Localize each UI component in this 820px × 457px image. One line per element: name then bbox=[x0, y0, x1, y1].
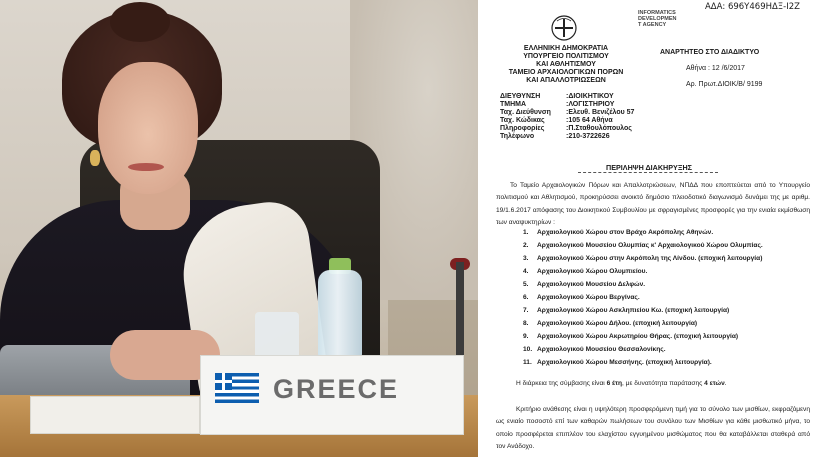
list-item: 7. Αρχαιολογικού Χώρου Ασκληπιείου Κω. (εποχική λειτουργία) bbox=[523, 307, 730, 314]
water-bottle bbox=[318, 270, 362, 360]
field-value: :210-3722626 bbox=[566, 133, 610, 140]
field-label: Πληροφορίες bbox=[500, 125, 545, 132]
list-item: 1. Αρχαιολογικού Χώρου στον Βράχο Ακρόπολης Αθηνών. bbox=[523, 229, 714, 236]
field-value: :105 64 Αθήνα bbox=[566, 117, 613, 124]
ada-code: ΑΔΑ: 696Υ469ΗΔΞ-Ι2Ζ bbox=[704, 2, 800, 12]
field-value: :ΛΟΓΙΣΤΗΡΙΟΥ bbox=[566, 101, 615, 108]
list-item: 11. Αρχαιολογικού Χώρου Μεσσήνης. (εποχική λειτουργία). bbox=[523, 359, 712, 366]
title-underline bbox=[578, 172, 718, 173]
field-value: :Π.Σταθουλόπουλος bbox=[566, 125, 632, 132]
summary-title: ΠΕΡΙΛΗΨΗ ΔΙΑΚΗΡΥΞΗΣ bbox=[606, 163, 692, 172]
list-item: 8. Αρχαιολογικού Χώρου Δήλου. (εποχική λειτουργία) bbox=[523, 320, 698, 327]
header-line: ΚΑΙ ΑΘΛΗΤΙΣΜΟΥ bbox=[536, 61, 596, 68]
field-label: ΤΜΗΜΑ bbox=[500, 101, 527, 108]
duration-sentence: Η διάρκεια της σύμβασης είναι 6 έτη, με δυνατότητα παράτασης 4 ετών. bbox=[516, 380, 727, 387]
field-label: Ταχ. Διεύθυνση bbox=[500, 109, 551, 116]
list-item: 10. Αρχαιολογικού Μουσείου Θεσσαλονίκης. bbox=[523, 346, 666, 353]
document-date: Αθήνα : 12 /6/2017 bbox=[686, 65, 745, 72]
document-panel bbox=[478, 0, 820, 457]
second-nameplate bbox=[30, 396, 200, 434]
nameplate-country: GREECE bbox=[273, 374, 400, 404]
kiosk-list bbox=[523, 229, 763, 372]
header-line: ΥΠΟΥΡΓΕΙΟ ΠΟΛΙΤΙΣΜΟΥ bbox=[523, 53, 609, 60]
earring bbox=[90, 150, 100, 166]
woman-face bbox=[98, 62, 198, 194]
list-item: 6. Αρχαιολογικού Χώρου Βεργίνας. bbox=[523, 294, 640, 301]
header-line: ΤΑΜΕΙΟ ΑΡΧΑΙΟΛΟΓΙΚΩΝ ΠΟΡΩΝ bbox=[508, 69, 624, 76]
informatics-logo: INFORMATICS DEVELOPMEN T AGENCY bbox=[638, 10, 677, 28]
field-label: Ταχ. Κώδικας bbox=[500, 117, 545, 124]
posting-note: ΑΝΑΡΤΗΤΕΟ ΣΤΟ ΔΙΑΔΙΚΤΥΟ bbox=[660, 49, 760, 56]
field-label: ΔΙΕΥΘΥΝΣΗ bbox=[500, 93, 541, 100]
header-line: ΕΛΛΗΝΙΚΗ ΔΗΜΟΚΡΑΤΙΑ bbox=[523, 45, 609, 52]
list-item: 4. Αρχαιολογικού Χώρου Ολυμπιείου. bbox=[523, 268, 648, 275]
field-label: Τηλέφωνο bbox=[500, 133, 535, 140]
list-item: 5. Αρχαιολογικού Μουσείου Δελφών. bbox=[523, 281, 646, 288]
field-value: :Ελευθ. Βενιζέλου 57 bbox=[566, 109, 635, 116]
country-nameplate bbox=[200, 355, 464, 435]
list-item: 9. Αρχαιολογικού Χώρου Ακρωτηρίου Θήρας. (εποχική λειτουργία) bbox=[523, 333, 739, 340]
woman-lips bbox=[128, 163, 164, 171]
criterion-paragraph: Κριτήριο ανάθεσης είναι η υψηλότερη προσφερόμενη τιμή για το σύνολο των μισθίων, εκφραζόμενη ως ενιαίο ποσοστό επί των καθαρών πωλήσεων του συνόλου των Μισθίων για κάθε μισθωτικό μήνα, το οποίο προσφέρεται επιπλέον του ελαχίστου εγγυημένου μισθώματος που θα καταβάλλεται σταθερά από τον Ανάδοχο. bbox=[496, 406, 810, 451]
protocol-number: Αρ. Πρωτ.ΔΙΟΙΚ/Β/ 9199 bbox=[686, 81, 763, 88]
header-line: ΚΑΙ ΑΠΑΛΛΟΤΡΙΩΣΕΩΝ bbox=[526, 77, 606, 84]
list-item: 3. Αρχαιολογικού Χώρου στην Ακρόπολη της Λίνδου. (εποχική λειτουργία) bbox=[523, 255, 763, 262]
field-value: :ΔΙΟΙΚΗΤΙΚΟΥ bbox=[566, 93, 614, 100]
greek-flag-icon bbox=[215, 373, 259, 403]
microphone-stand bbox=[456, 262, 464, 362]
list-item: 2. Αρχαιολογικού Μουσείου Ολυμπίας κ' Αρχαιολογικού Χώρου Ολυμπίας. bbox=[523, 242, 763, 249]
greek-emblem-icon bbox=[551, 15, 577, 41]
intro-paragraph: Το Ταμείο Αρχαιολογικών Πόρων και Απαλλοτριώσεων, ΝΠΔΔ που εποπτεύεται από το Υπουργείο πολιτισμού και Αθλητισμού, προκηρύσσει ανοικτό δημόσιο πλειοδοτικό διαγωνισμό δυνάμει της με αριθμ. 19/1.6.2017 απόφασης του Διοικητικού Συμβουλίου με σφραγισμένες προσφορές για την ενιαία εκμίσθωση των αναψυκτηρίων : bbox=[496, 182, 810, 227]
woman-hair-bun bbox=[110, 2, 170, 42]
